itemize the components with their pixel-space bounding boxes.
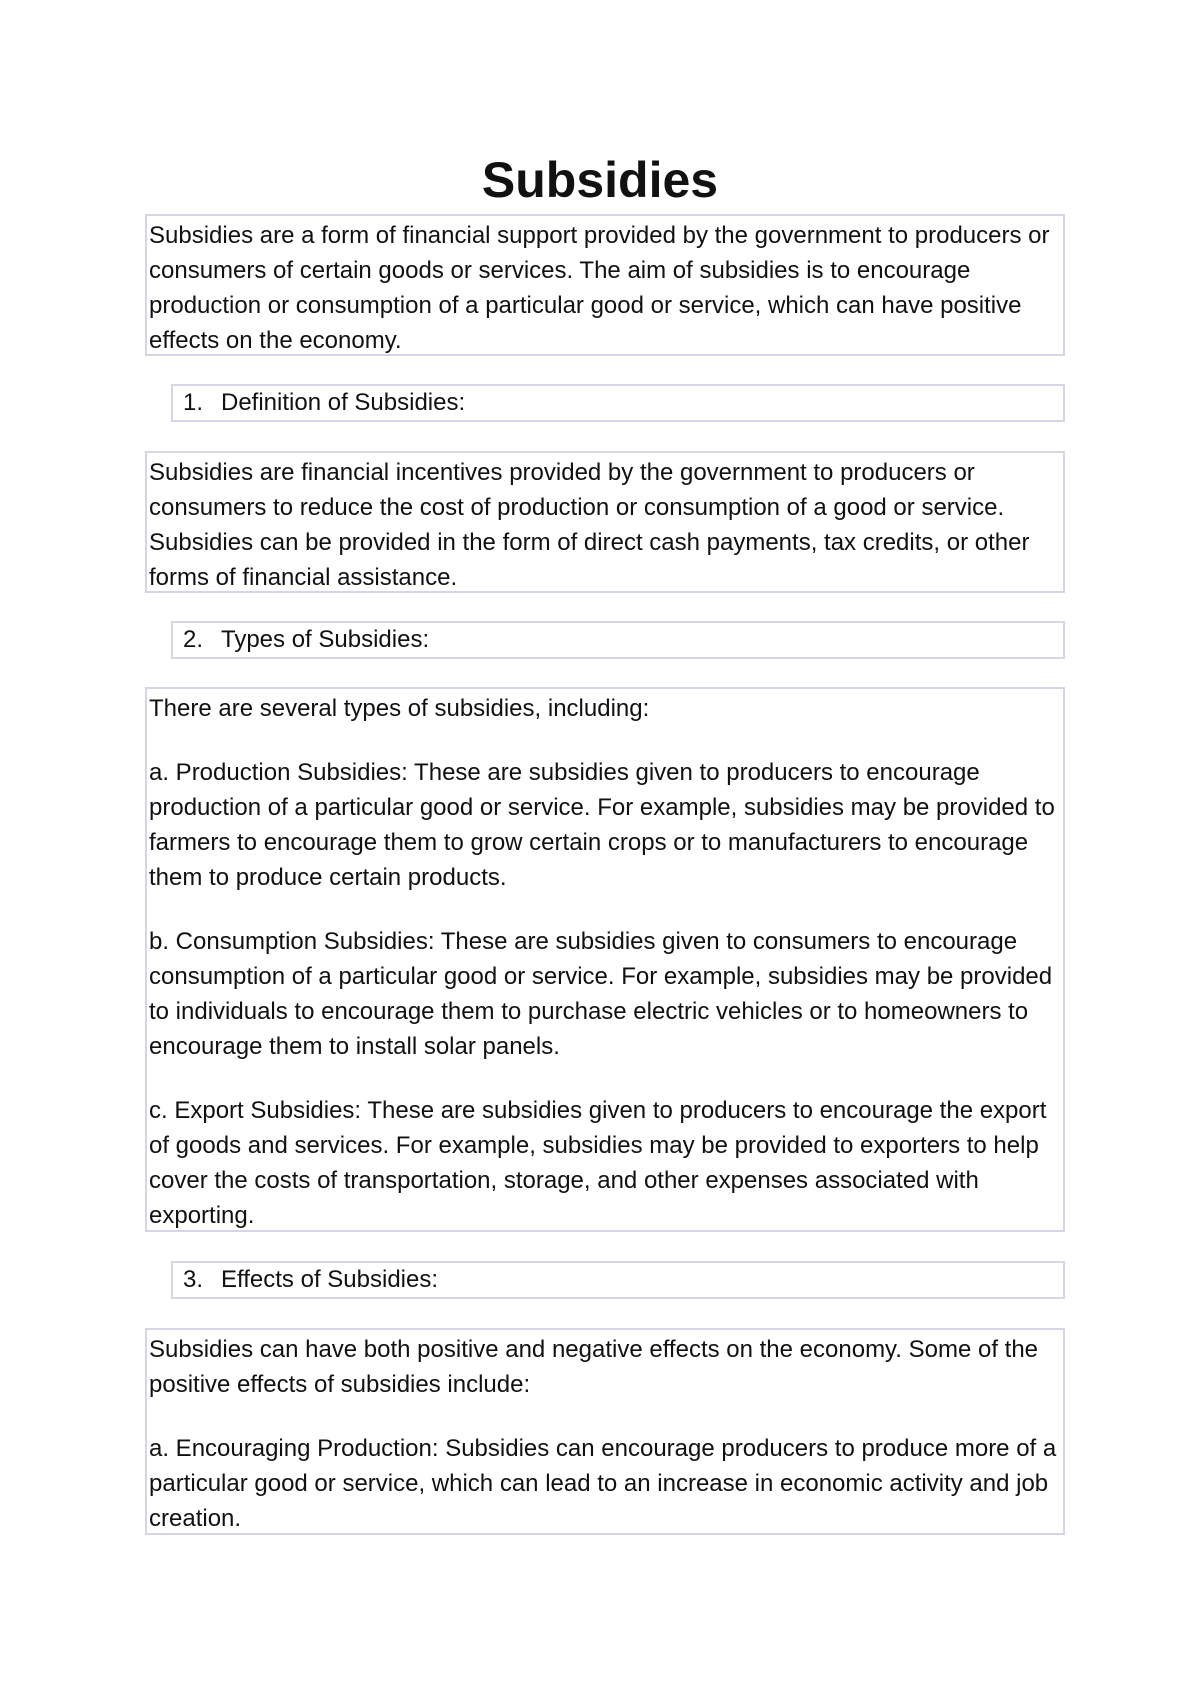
intro-paragraph: Subsidies are a form of financial support provided by the government to producers or consumers of certain goods or services. The aim of subsidies is to encourage production or consumption of a particular good or service, which can have positive effects on the economy. <box>149 222 1050 354</box>
section-number: 2. <box>183 626 204 653</box>
section-heading-text: Effects of Subsidies: <box>221 1266 439 1293</box>
document-title: Subsidies <box>481 152 719 208</box>
paragraph: Subsidies can have both positive and negative effects on the economy. Some of the positive effects of subsidies include: <box>149 1336 1039 1398</box>
section-heading-definition <box>171 384 1065 422</box>
paragraph-consumption-subsidies: b. Consumption Subsidies: These are subsidies given to consumers to encourage consumption of a particular good or service. For example, subsidies may be provided to individuals to encourage them to purchase electric vehicles or to homeowners to encourage them to install solar panels. <box>149 928 1053 1060</box>
section-heading-text: Types of Subsidies: <box>221 626 430 653</box>
section-heading-types <box>171 621 1065 659</box>
section-heading-text: Definition of Subsidies: <box>221 389 466 416</box>
intro-text-box <box>145 214 1065 356</box>
definition-text-box <box>145 451 1065 593</box>
paragraph-encouraging-production: a. Encouraging Production: Subsidies can encourage producers to produce more of a particular good or service, which can lead to an increase in economic activity and job creation. <box>149 1435 1057 1532</box>
effects-text-box <box>145 1328 1065 1535</box>
paragraph-export-subsidies: c. Export Subsidies: These are subsidies given to producers to encourage the export of goods and services. For example, subsidies may be provided to exporters to help cover the costs of transportation, storage, and other expenses associated with exporting. <box>149 1097 1047 1229</box>
section-heading-effects <box>171 1261 1065 1299</box>
section-number: 3. <box>183 1266 204 1293</box>
paragraph-production-subsidies: a. Production Subsidies: These are subsidies given to producers to encourage production of a particular good or service. For example, subsidies may be provided to farmers to encourage them to grow certain crops or to manufacturers to encourage them to produce certain products. <box>149 759 1055 891</box>
section-number: 1. <box>183 389 204 416</box>
paragraph: There are several types of subsidies, including: <box>149 695 650 722</box>
paragraph: Subsidies are financial incentives provided by the government to producers or consumers to reduce the cost of production or consumption of a good or service. Subsidies can be provided in the form of direct cash payments, tax credits, or other forms of financial assistance. <box>149 459 1030 591</box>
types-text-box <box>145 687 1065 1232</box>
